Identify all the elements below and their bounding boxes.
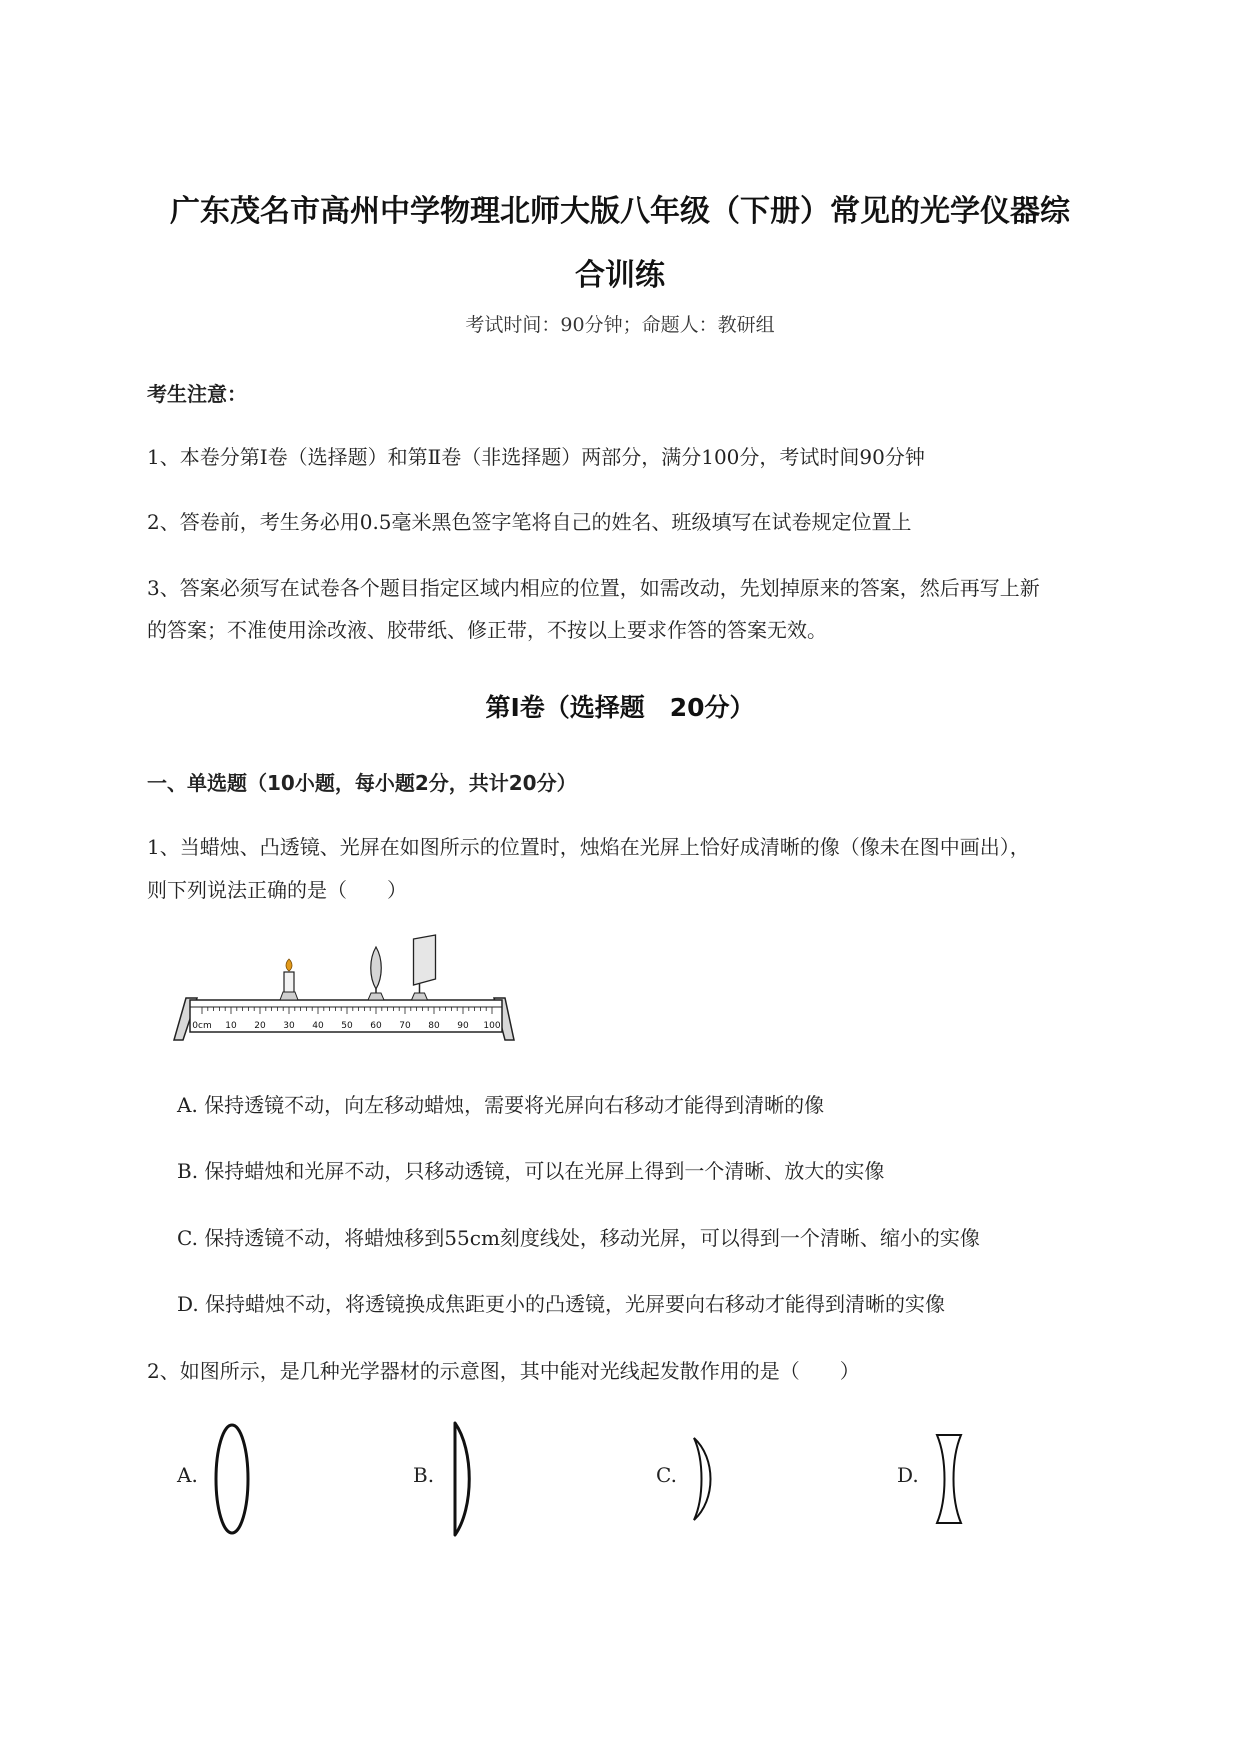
meniscus-lens-icon bbox=[690, 1436, 716, 1522]
notice-item-2: 2、答卷前，考生务必用0.5毫米黑色签字笔将自己的姓名、班级填写在试卷规定位置上 bbox=[147, 510, 912, 534]
ruler-label: 40 bbox=[312, 1021, 324, 1031]
question-2-option-a-label: A. bbox=[177, 1463, 198, 1487]
section-title: 第Ⅰ卷（选择题 20分） bbox=[485, 693, 755, 722]
ruler-label: 70 bbox=[399, 1021, 411, 1031]
question-2-option-d-label: D. bbox=[897, 1463, 919, 1487]
question-2-stem: 2、如图所示，是几种光学器材的示意图，其中能对光线起发散作用的是（ ） bbox=[147, 1359, 860, 1383]
ruler-label: 60 bbox=[370, 1021, 382, 1031]
ruler-label: 50 bbox=[341, 1021, 353, 1031]
ruler-label: 10 bbox=[225, 1021, 237, 1031]
part-heading: 一、单选题（10小题，每小题2分，共计20分） bbox=[147, 771, 577, 795]
ruler-label: 80 bbox=[428, 1021, 440, 1031]
biconcave-lens-icon bbox=[934, 1433, 964, 1525]
optical-bench-figure bbox=[176, 945, 516, 1045]
question-2-option-b-label: B. bbox=[413, 1463, 435, 1487]
ruler-label: 30 bbox=[283, 1021, 295, 1031]
question-1-stem-line1: 1、当蜡烛、凸透镜、光屏在如图所示的位置时，烛焰在光屏上恰好成清晰的像（像未在图中画出）， bbox=[147, 835, 1030, 859]
plano-convex-lens-icon bbox=[451, 1420, 475, 1538]
question-1-option-c: C. 保持透镜不动，将蜡烛移到55cm刻度线处，移动光屏，可以得到一个清晰、缩小的实像 bbox=[177, 1226, 980, 1250]
notice-item-1: 1、本卷分第Ⅰ卷（选择题）和第Ⅱ卷（非选择题）两部分，满分100分，考试时间90分钟 bbox=[147, 445, 925, 469]
ruler-label: 90 bbox=[457, 1021, 469, 1031]
exam-title-line1: 广东茂名市高州中学物理北师大版八年级（下册）常见的光学仪器综 bbox=[170, 194, 1070, 229]
biconvex-lens-icon bbox=[212, 1422, 252, 1536]
notice-item-3: 3、答案必须写在试卷各个题目指定区域内相应的位置，如需改动，先划掉原来的答案，然后再写上新 bbox=[147, 576, 1040, 600]
ruler-label: 20 bbox=[254, 1021, 266, 1031]
question-1-option-b: B. 保持蜡烛和光屏不动，只移动透镜，可以在光屏上得到一个清晰、放大的实像 bbox=[177, 1159, 885, 1183]
question-2-option-c-label: C. bbox=[656, 1463, 677, 1487]
question-1-option-a: A. 保持透镜不动，向左移动蜡烛，需要将光屏向右移动才能得到清晰的像 bbox=[177, 1093, 825, 1117]
ruler-label: 100 bbox=[483, 1021, 501, 1031]
exam-title-line2: 合训练 bbox=[575, 258, 665, 293]
exam-info: 考试时间：90分钟；命题人：教研组 bbox=[465, 314, 775, 336]
question-1-stem-line2: 则下列说法正确的是（ ） bbox=[147, 878, 407, 902]
notice-heading: 考生注意： bbox=[147, 382, 247, 406]
notice-item-3-cont: 的答案；不准使用涂改液、胶带纸、修正带，不按以上要求作答的答案无效。 bbox=[147, 618, 827, 642]
question-1-option-d: D. 保持蜡烛不动，将透镜换成焦距更小的凸透镜，光屏要向右移动才能得到清晰的实像 bbox=[177, 1292, 946, 1316]
ruler-label: 0cm bbox=[192, 1021, 212, 1031]
